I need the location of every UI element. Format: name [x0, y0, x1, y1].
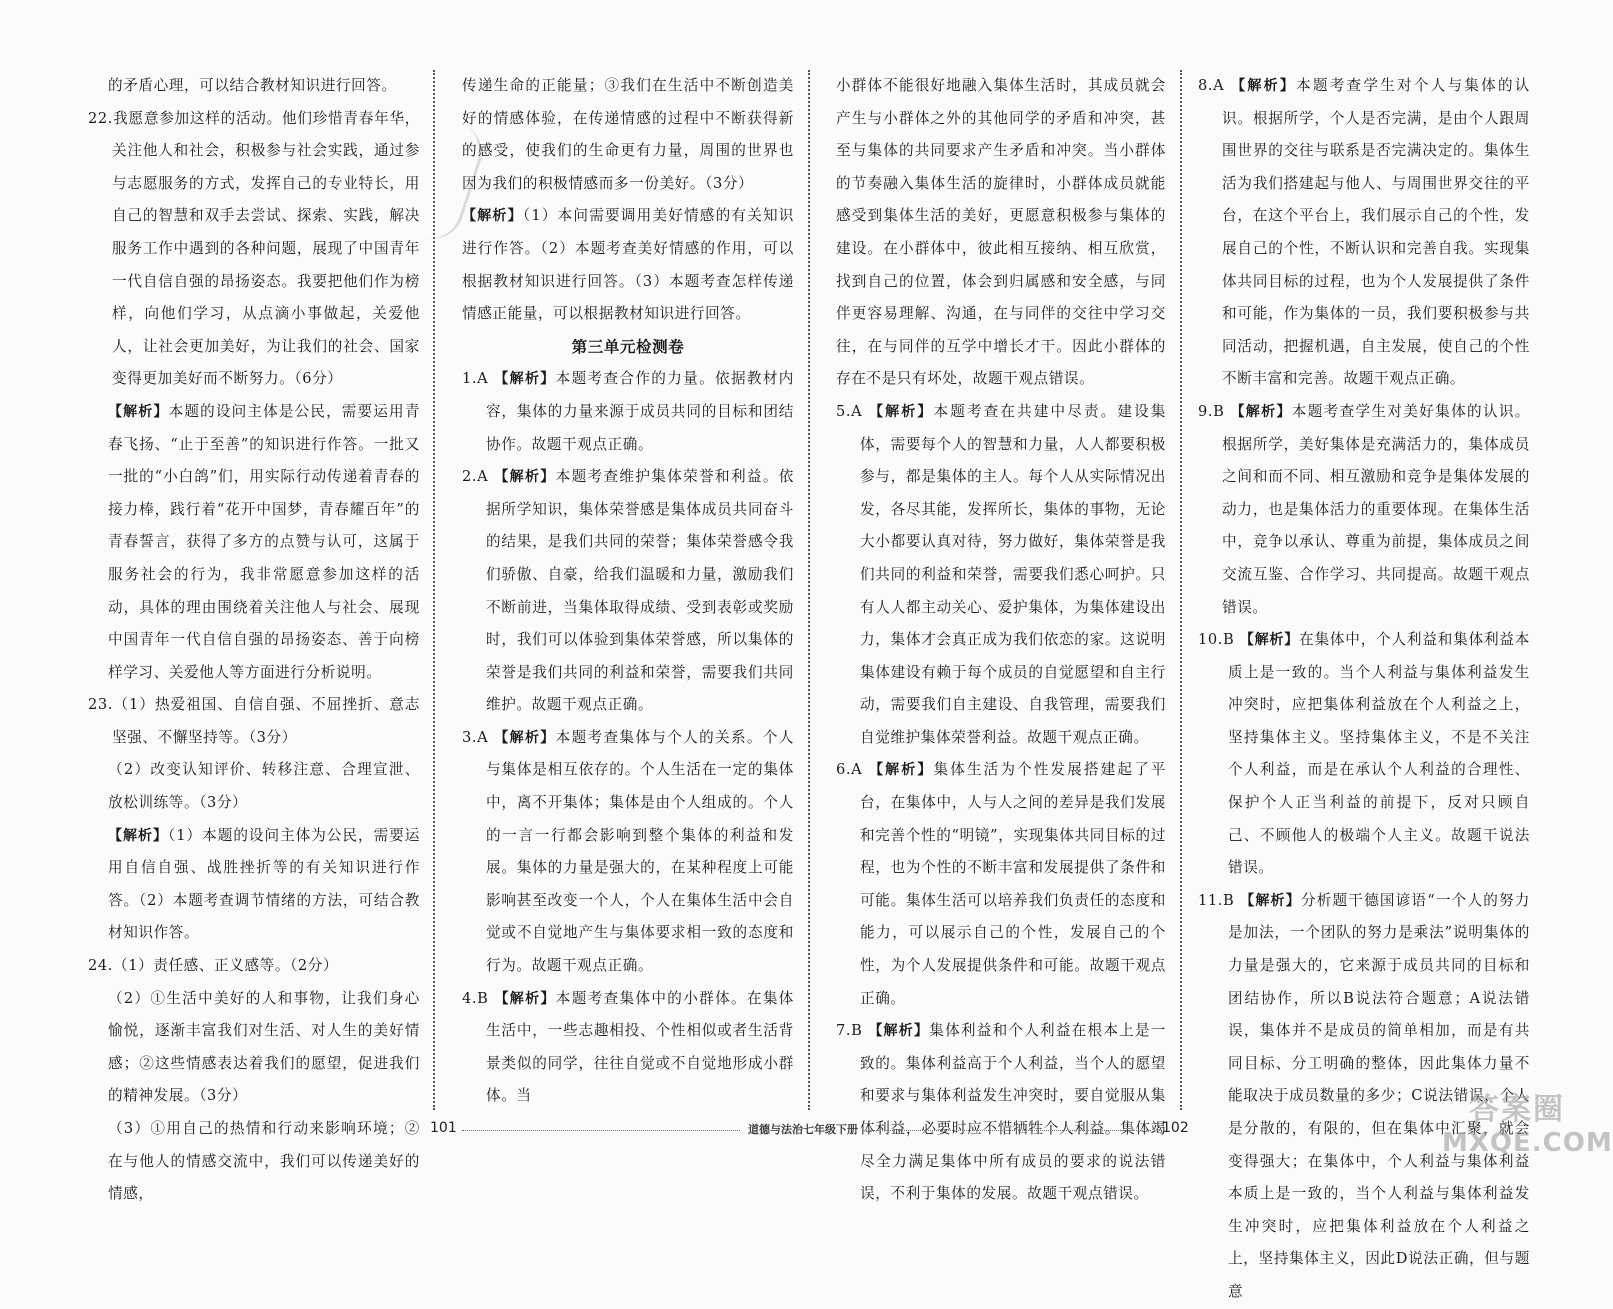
- paragraph-text: 本题考查在共建中尽责。建设集体，需要每个人的智慧和力量，人人都要积极参与，都是集体的主人。每个人从实际情况出发，各尽其能，发挥所长，集体的事物，无论大小都要认真对待，努力做好，集体荣誉是我们共同的利益和荣誉，需要我们悉心呵护。只有人人都主动关心、爱护集体，为集体建设出力，集体才会真正成为我们依恋的家。这说明集体建设有赖于每个成员的自觉愿望和自主行动，需要我们自主建设、自我管理，需要我们自觉维护集体荣誉利益。故题干观点正确。: [860, 402, 1166, 746]
- paragraph-text: 分析题干德国谚语“一个人的努力是加法，一个团队的努力是乘法”说明集体的力量是强大的，它来源于成员共同的目标和团结协作，所以B说法符合题意；A说法错误，集体并不是成员的简单相加，而是有共同目标、分工明确的整体，因此集体力量不能取决于成员数量的多少；C说法错误，个人是分散的，有限的，但在集体中汇聚，就会变得强大；在集体中，个人利益与集体利益本质上是一致的，当个人利益与集体利益发生冲突时，应把集体利益放在个人利益之上，坚持集体主义，因此D说法正确，但与题意: [1228, 891, 1530, 1300]
- page-number-left: 101: [430, 1120, 457, 1136]
- answer-paragraph: [462, 363, 794, 461]
- analysis-tag: 【解析】: [494, 469, 556, 486]
- answer-paragraph: [88, 754, 420, 819]
- column-3: [836, 70, 1167, 1203]
- paragraph-text: 小群体不能很好地融入集体生活时，其成员就会产生与小群体之外的其他同学的矛盾和冲突，甚至与集体的共同要求产生矛盾和冲突。当小群体的节奏融入集体生活的旋律时，小群体成员就能感受到集体生活的美好，更愿意积极参与集体的建设。在小群体中，彼此相互接纳、相互欣赏，找到自己的位置，体会到归属感和安全感，与同伴更容易理解、沟通，在与同伴的交往中学习交往，在与同伴的互学中增长才干。因此小群体的存在不是只有坏处，故题干观点错误。: [836, 77, 1166, 388]
- paragraph-text: 24.（1）责任感、正义感等。（2分）: [88, 957, 339, 975]
- paragraph-text: 集体利益和个人利益在根本上是一致的。集体利益高于个人利益，当个人的愿望和要求与集体利益发生冲突时，要自觉服从集体利益，必要时应不惜牺牲个人利益。集体竭尽全力满足集体中所有成员的要求的说法错误，不利于集体的发展。故题干观点错误。: [860, 1022, 1167, 1203]
- column-divider: [433, 70, 435, 1110]
- paragraph-text: 本题考查学生对个人与集体的认识。根据所学，个人是否完满，是由个人跟周围世界的交往与联系是否完满决定的。集体生活为我们搭建起与他人、与周围世界交往的平台，在这个平台上，我们展示自己的个性，发展自己的个性，不断认识和完善自我。实现集体共同目标的过程，也为个人发展提供了条件和可能，作为集体的一员，我们要积极参与共同活动，把握机遇，自主发展，使自己的个性不断丰富和完善。故题干观点正确。: [1222, 77, 1530, 388]
- paragraph-text: （3）①用自己的热情和行动来影响环境；②在与他人的情感交流中，我们可以传递美好的情感，: [108, 1120, 420, 1203]
- answer-paragraph: [88, 820, 420, 950]
- answer-paragraph: [836, 70, 1166, 396]
- watermark-logo: [1442, 1092, 1613, 1164]
- book-title: 道德与法治七年级下册: [748, 1123, 858, 1136]
- answer-number: 6.A: [836, 761, 870, 779]
- answer-paragraph: [462, 461, 794, 722]
- page-footer: [0, 1120, 1600, 1140]
- answer-paragraph: [462, 983, 794, 1113]
- analysis-tag: 【解析】: [108, 827, 168, 844]
- answer-paragraph: [88, 396, 420, 689]
- paragraph-text: 的矛盾心理，可以结合教材知识进行回答。: [108, 77, 397, 94]
- answer-number: 9.B: [1198, 402, 1231, 420]
- answer-paragraph: [1198, 624, 1530, 885]
- analysis-tag: 【解析】: [1239, 632, 1300, 649]
- answer-paragraph: [836, 1015, 1166, 1211]
- column-2: [462, 70, 794, 1120]
- analysis-tag: 【解析】: [1230, 403, 1292, 420]
- analysis-tag: 【解析】: [868, 1023, 930, 1040]
- analysis-tag: 【解析】: [1231, 78, 1297, 94]
- paragraph-text: 在集体中，个人利益和集体利益本质上是一致的。当个人利益与集体利益发生冲突时，应把集体利益放在个人利益之上，坚持集体主义。坚持集体主义，不是不关注个人利益，而是在承认个人利益的合理性、保护个人正当利益的前提下，反对只顾自己、不顾他人的极端个人主义。故题干说法错误。: [1228, 631, 1530, 877]
- answer-number: 11.B: [1198, 891, 1241, 909]
- paragraph-text: 23.（1）热爱祖国、自信自强、不屈挫折、意志坚强、不懈坚持等。（3分）: [88, 696, 420, 746]
- paragraph-text: 传递生命的正能量；③我们在生活中不断创造美好的情感体验，在传递情感的过程中不断获得新的感受，使我们的生命更有力量，周围的世界也因为我们的积极情感而多一份美好。（3分）: [462, 77, 794, 192]
- paragraph-text: （1）本题的设问主体为公民，需要运用自信自强、战胜挫折等的有关知识进行作答。（2）本题考查调节情绪的方法，可结合教材知识作答。: [108, 826, 420, 942]
- paragraph-text: 本题考查集体与个人的关系。个人与集体是相互依存的。个人生活在一定的集体中，离不开集体；集体是由个人组成的。个人的一言一行都会影响到整个集体的利益和发展。集体的力量是强大的，在某种程度上可能影响甚至改变一个人，个人在集体生活中会自觉或不自觉地产生与集体要求相一致的态度和行为。故题干观点正确。: [486, 728, 794, 975]
- answer-paragraph: [88, 983, 420, 1113]
- answer-number: 10.B: [1198, 631, 1240, 649]
- answer-paragraph: [462, 70, 794, 200]
- footer-dotted-rule: [462, 1130, 740, 1131]
- watermark-cn: 答案圈: [1469, 1092, 1565, 1127]
- answer-number: 5.A: [836, 402, 870, 420]
- page-number-right: 102: [1162, 1120, 1189, 1136]
- paragraph-text: 集体生活为个性发展搭建起了平台，在集体中，人与人之间的差异是我们发展和完善个性的“明镜”，实现集体共同目标的过程，也为个性的不断丰富和发展提供了条件和可能。集体生活可以培养我们负责任的态度和能力，可以展示自己的个性，发展自己的个性，为个人发展提供条件和可能。故题干观点正确。: [860, 761, 1166, 1007]
- analysis-tag: 【解析】: [869, 762, 934, 779]
- analysis-tag: 【解析】: [494, 729, 556, 746]
- answer-number: 7.B: [836, 1022, 869, 1040]
- answer-number: 1.A: [462, 370, 495, 388]
- watermark-en: MXQE.COM: [1442, 1128, 1613, 1158]
- answer-number: 8.A: [1198, 77, 1232, 94]
- answer-paragraph: [1198, 70, 1530, 396]
- answer-number: 2.A: [462, 468, 495, 486]
- paragraph-text: （2）①生活中美好的人和事物，让我们身心愉悦，逐渐丰富我们对生活、对人生的美好情感；②这些情感表达着我们的愿望，促进我们的精神发展。（3分）: [108, 989, 420, 1105]
- paragraph-text: （1）本问需要调用美好情感的有关知识进行作答。（2）本题考查美好情感的作用，可以根据教材知识进行回答。（3）本题考查怎样传递情感正能量，可以根据教材知识进行回答。: [462, 207, 794, 323]
- paragraph-text: 本题考查集体中的小群体。在集体生活中，一些志趣相投、个性相似或者生活背景类似的同学，往往自觉或不自觉地形成小群体。当: [486, 989, 794, 1105]
- answer-paragraph: [88, 689, 420, 754]
- analysis-tag: 【解析】: [494, 990, 556, 1007]
- paragraph-text: 本题的设问主体是公民，需要运用青春飞扬、“止于至善”的知识进行作答。一批又一批的“小白鸽”们，用实际行动传递着青春的接力棒，践行着“花开中国梦，青春耀百年”的青春誓言，获得了多方的点赞与认可，这属于服务社会的行为，我非常愿意参加这样的活动，具体的理由围绕着关注他人与社会、展现中国青年一代自信自强的昂扬姿态、善于向榜样学习、关爱他人等方面进行分析说明。: [108, 402, 420, 681]
- column-divider: [1180, 70, 1182, 1110]
- answer-number: 3.A: [462, 728, 495, 746]
- footer-dotted-rule: [866, 1130, 1151, 1131]
- paragraph-text: 本题考查维护集体荣誉和利益。依据所学知识，集体荣誉感是集体成员共同奋斗的结果，是我们共同的荣誉；集体荣誉感令我们骄傲、自豪，给我们温暖和力量，激励我们不断前进，当集体取得成绩、受到表彰或奖励时，我们可以体验到集体荣誉感，所以集体的荣誉是我们共同的利益和荣誉，需要我们共同维护。故题干观点正确。: [486, 468, 794, 714]
- analysis-tag: 【解析】: [494, 371, 556, 388]
- analysis-tag: 【解析】: [462, 208, 523, 225]
- answer-paragraph: [836, 754, 1166, 1015]
- answer-paragraph: [836, 396, 1166, 755]
- column-1: [88, 70, 420, 1203]
- answer-paragraph: [88, 103, 420, 396]
- paragraph-text: 本题考查学生对美好集体的认识。根据所学，美好集体是充满活力的，集体成员之间和而不同、相互激励和竞争是集体发展的动力，也是集体活力的重要体现。在集体生活中，竞争以承认、尊重为前提，集体成员之间交流互鉴、合作学习、共同提高。故题干观点错误。: [1222, 402, 1530, 616]
- analysis-tag: 【解析】: [869, 403, 934, 420]
- analysis-tag: 【解析】: [1240, 892, 1301, 909]
- analysis-tag: 【解析】: [108, 403, 169, 420]
- answer-paragraph: [462, 200, 794, 330]
- section-title: 第三单元检测卷: [571, 337, 685, 356]
- answer-paragraph: [88, 950, 420, 983]
- paragraph-text: （2）改变认知评价、转移注意、合理宣泄、放松训练等。（3分）: [108, 761, 420, 812]
- answer-paragraph: [88, 70, 420, 103]
- column-divider: [808, 70, 810, 1110]
- paragraph-text: 本题考查合作的力量。依据教材内容，集体的力量来源于成员共同的目标和团结协作。故题干观点正确。: [486, 370, 794, 453]
- answer-paragraph: [462, 722, 794, 983]
- answer-paragraph: [1198, 396, 1530, 624]
- answer-number: 4.B: [462, 989, 495, 1007]
- paragraph-text: 22.我愿意参加这样的活动。他们珍惜青春年华，关注他人和社会，积极参与社会实践，通过参与志愿服务的方式，发挥自己的专业特长，用自己的智慧和双手去尝试、探索、实践，解决服务工作中遇到的各种问题，展现了中国青年一代自信自强的昂扬姿态。我要把他们作为榜样，向他们学习，从点滴小事做起，关爱他人，让社会更加美好，为让我们的社会、国家变得更加美好而不断努力。（6分）: [88, 109, 420, 388]
